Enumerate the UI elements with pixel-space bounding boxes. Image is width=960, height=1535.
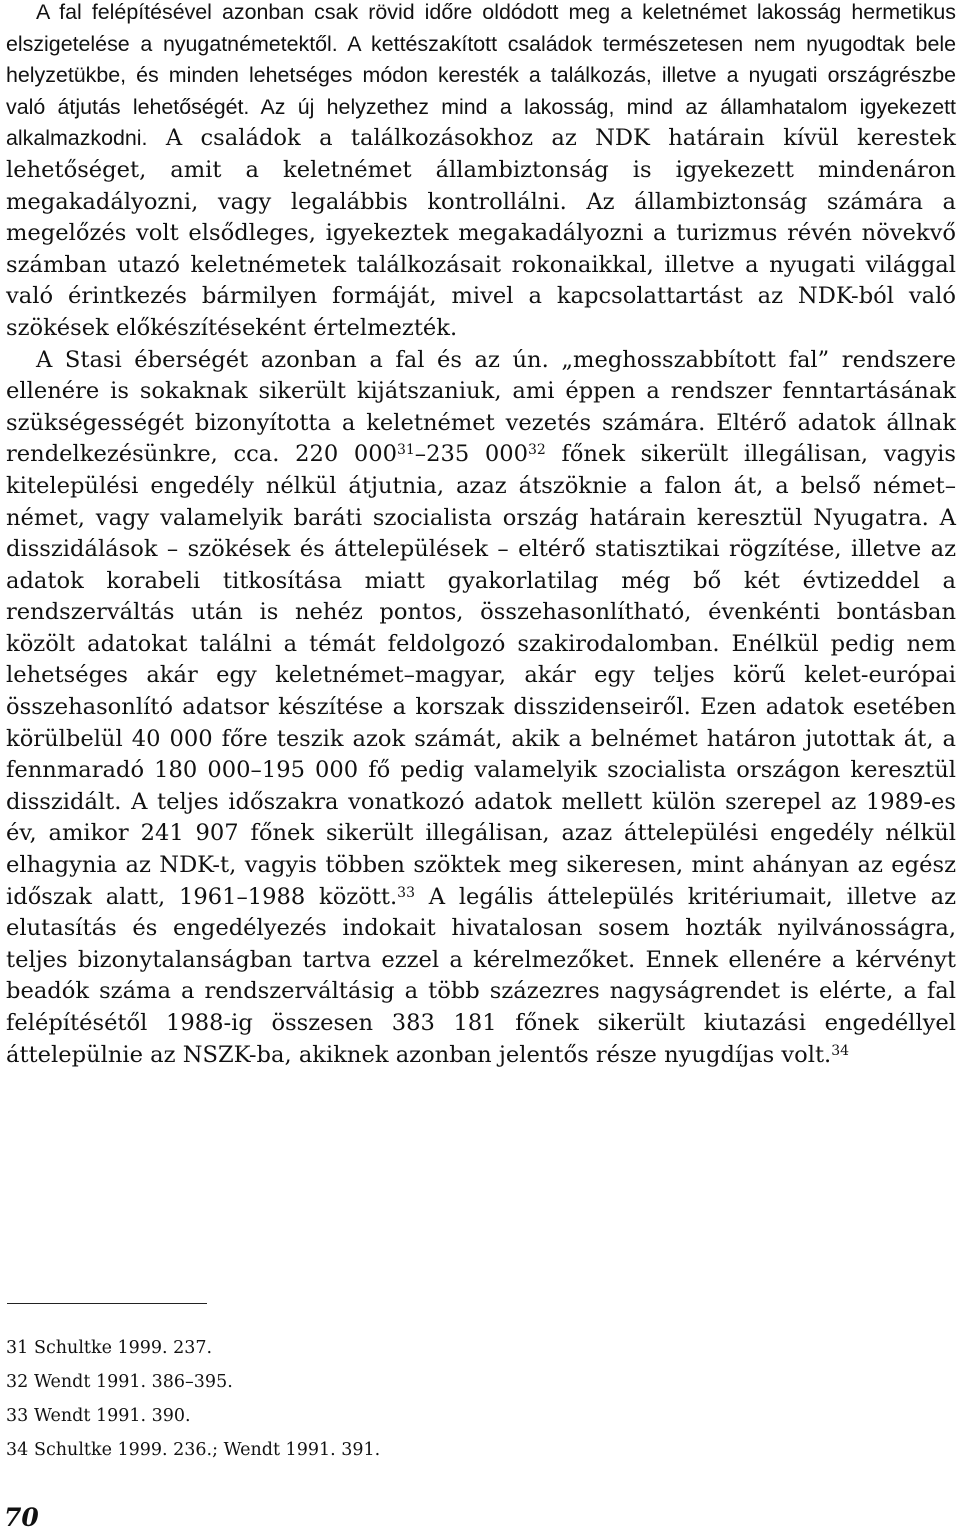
footnote-ref-32[interactable]: 32 — [527, 442, 546, 459]
footnote-number: 32 — [6, 1372, 29, 1392]
paragraph-2 — [6, 345, 956, 1072]
page-number: 70 — [4, 1503, 39, 1532]
body-text — [6, 0, 956, 1071]
paragraph-2-text-2: –235 000 — [414, 441, 528, 468]
footnote-separator — [7, 1303, 207, 1304]
footnote-number: 33 — [6, 1406, 29, 1426]
footnote-text: Schultke 1999. 236.; Wendt 1991. 391. — [34, 1440, 381, 1460]
footnote-text: Schultke 1999. 237. — [34, 1338, 213, 1358]
paragraph-1-sans-segment: A fal felépítésével azonban csak rövid időre oldódott meg a keletnémet lakosság hermetikus elszigetelése a nyugatnémetektől. A kettészakított családok természetesen nem nyugodtak bele helyzetükbe, és minden lehetséges módon keresték a találkozás, illetve a nyugati országrészbe való átjutás lehetőségét. Az új helyzethez mind a lakosság, mind az államhatalom igyekezett alkalmazkodni. — [6, 0, 956, 151]
footnote-ref-31[interactable]: 31 — [396, 442, 415, 459]
paragraph-1-serif-segment: A családok a találkozásokhoz az NDK határain kívül kerestek lehetőséget, amit a keletnémet állambiztonság is igyekezett mindenáron megakadályozni, vagy legalábbis kontrollálni. Az állambiztonság számára a megelőzés volt elsődleges, igyekeztek megakadályozni a turizmus révén növekvő számban utazó keletnémetek találkozásait rokonaikkal, illetve a nyugati világgal való érintkezés bármilyen formáját, mivel a kapcsolattartást az NDK-ból való szökések előkészítéseként értelmezték. — [6, 125, 956, 341]
footnote-ref-33[interactable]: 33 — [397, 884, 415, 901]
paragraph-2-text-1: A Stasi éberségét azonban a fal és az ún. „meghosszabbított fal” rendszere ellenére is sokaknak sikerült kijátszaniuk, ami éppen a rendszer fenntartásának szükségességét bizonyította a keletnémet vezetés számára. Eltérő adatok állnak rendelkezésünkre, cca. 220 000 — [6, 346, 956, 468]
footnote-number: 34 — [6, 1440, 29, 1460]
footnotes — [6, 1331, 806, 1467]
footnote-item — [6, 1365, 806, 1399]
paragraph-1 — [6, 0, 956, 345]
paragraph-2-text-3: főnek sikerült illegálisan, vagyis kitelepülési engedély nélkül átjutnia, azaz átszöknie a falon át, a belső német–német, vagy valamelyik baráti szocialista ország határain keresztül Nyugatra. A disszidálások – szökések és áttelepülések – eltérő statisztikai rögzítése, illetve az adatok korabeli titkosítása miatt gyakorlatilag még bő két évtizeddel a rendszerváltás után is nehéz pontos, összehasonlítható, évenkénti bontásban közölt adatokat találni a témát feldolgozó szakirodalomban. Enélkül pedig nem lehetséges akár egy keletnémet–magyar, akár egy teljes körű kelet-európai összehasonlító adatsor készítése a korszak disszidenseiről. Ezen adatok esetében körülbelül 40 000 főre teszik azok számát, akik a belnémet határon jutottak át, a fennmaradó 180 000–195 000 fő pedig valamelyik szocialista országon keresztül disszidált. A teljes időszakra vonatkozó adatok mellett külön szerepel az 1989-es év, amikor 241 907 főnek sikerült illegálisan, azaz áttelepülési engedély nélkül elhagynia az NDK-t, vagyis többen szöktek meg sikeresen, mint ahányan az egész időszak alatt, 1961–1988 között. — [6, 441, 956, 910]
paragraph-2-text-4: A legális áttelepülés kritériumait, illetve az elutasítás és engedélyezés indokait hivatalosan sosem hozták nyilvánosságra, teljes bizonytalanságban tartva ezzel a kérelmezőket. Ennek ellenére a kérvényt beadók száma a rendszerváltásig a több százezres nagyságrendet is elérte, a fal felépítésétől 1988-ig összesen 383 181 főnek sikerült kiutazási engedéllyel áttelepülnie az NSZK-ba, akiknek azonban jelentős része nyugdíjas volt. — [6, 883, 956, 1068]
footnote-number: 31 — [6, 1338, 29, 1358]
footnote-text: Wendt 1991. 386–395. — [34, 1372, 233, 1392]
footnote-item — [6, 1399, 806, 1433]
footnote-ref-34[interactable]: 34 — [831, 1042, 850, 1059]
footnote-item — [6, 1433, 806, 1467]
footnote-item — [6, 1331, 806, 1365]
footnote-text: Wendt 1991. 390. — [34, 1406, 191, 1426]
